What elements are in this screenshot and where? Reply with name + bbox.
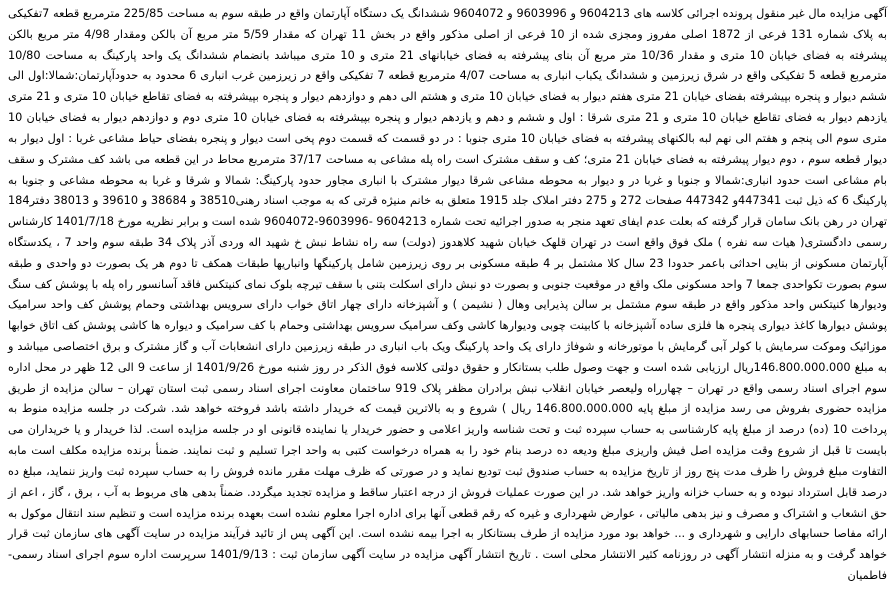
auction-notice-text: آگهی مزایده مال غیر منقول پرونده اجرائی کلاسه های 9604213 و 9603996 و 9604072 ششدانگ یک دستگاه آپارتمان واقع در طبقه سوم به مساحت 225/85 مترمربع قطعه 7تفکیکی به پلاک شماره 131 فرعی از 1872 اصلی مفروز ومجزی شده از 10 فرعی از اصلی مذکور واقع در بخش 11 تهران که مقدار 5/59 متر مربع آن بالکن ومقدار 4/98 متر مربع بالکن پیشرفته به فضای خیابان 10 متری و مقدار 10/36 متر مربع آن بنای پیشرفته به فضای خیابانهای 21 متری و 10 متری میباشد بانضمام ششدانگ یک واحد پارکینگ به مساحت 10/80 مترمربع قطعه 5 تفکیکی واقع در شرق زیرزمین و ششدانگ یکباب انباری به مساحت 4/07 مترمربع قطعه 7 تفکیکی واقع در زیرزمین غرب انباری 6 محدود به حدودآپارتمان:شمالا:اول الی ششم دیوار و پنجره بپیشرفته بفضای خیابان 21 متری هفتم دیوار به فضای خیابان 10 متری و هشتم الی دهم و دوازدهم دیوار و پنجره بپیشرفته به فضای تقاطع خیابان 10 متری و 21 متری یازدهم دیوار به فضای تقاطع خیابان 10 متری و 21 متری شرقا : اول و ششم و دهم و یازدهم دیوار و پنجره بپیشرفته به فضای خیابان 10 متری دوم و دوازدهم دیوار به فضای خیابان 10 متری سوم الی پنجم و هفتم الی نهم لبه بالکنهای پیشرفته به فضای خیابان 10 متری جنوبا : در دو قسمت که قسمت دوم پخی است دیوار و پنجره بفضای حیاط مشاعی غربا : اول دیوار به دیوار قطعه سوم ، دوم دیوار پیشرفته به فضای خیابان 21 متری؛ کف و سقف مشترک است راه پله مشاعی به مساحت 37/17 مترمربع محاط در این قطعه می باشد کف مشترک و سقف بام مشاعی است حدود انباری:شمالا و جنوبا و غربا در و دیوار به محوطه مشاعی شرقا دیوار مشترک با انباری مجاور حدود پارکینگ: شمالا و شرقا و غربا به محوطه مشاعی و جنوبا به پارکینگ 6 که ذیل ثبت 447341و 447342 صفحات 272 و 275 دفتر املاک جلد 1915 متعلق به خانم منیژه قرتی که به موجب اسناد رهنی38510 و 38684 و 39610 و 38013 دفتر184 تهران در رهن بانک سامان قرار گرفته که بعلت عدم ایفای تعهد منجر به صدور اجرائیه تحت شماره 9604213 -9603996-9604072 شده است و برابر نظریه مورخ 1401/7/18 کارشناس رسمی دادگستری( هیات سه نفره ) ملک فوق واقع است در تهران قلهک خیابان شهید کلاهدوز (دولت) سه راه نشاط نبش خ شهید اله وردی آذر پلاک 34 طبقه سوم واحد 7 ، یکدستگاه آپارتمان مسکونی از بنایی احداثی باعمر حدودا 23 سال کلا مشتمل بر 4 طبقه مسکونی بر روی زیرزمین شامل پارکینگها وانباریها طبقات همکف تا دوم هر یک بصورت دو واحدی و طبقه سوم بصورت تکواحدی جمعا 7 واحد مسکونی ملک واقع در موقعیت جنوبی و بصورت دو نبش دارای اسکلت بتنی با سقف تیرچه بلوک نمای کنیتکس فاقد آسانسور راه پله با پوشش کف سنگ ودیوارها کنیتکس واحد مذکور واقع در طبقه سوم مشتمل بر سالن پذیرایی وهال ( نشیمن ) و آشپزخانه دارای چهار اتاق خواب دارای سرویس بهداشتی وحمام پوشش کف واحد سرامیک پوشش دیوارها کاغذ دیواری پنجره ها فلزی ساده آشپزخانه با کابینت چوبی ودیوارها کاشی وکف سرامیک سرویس بهداشتی وحمام با کف سرامیک و دیواره ها کاشی پوشش کف اتاق خوابها موزائیک وموکت سرمایش با کولر آبی گرمایش با موتورخانه و شوفاژ دارای یک واحد پارکینگ ویک باب انباری در طبقه زیرزمین دارای انشعابات آب و گاز مشترک و برق اختصاصی میباشد و به مبلغ 146.800.000.000ریال ارزیابی شده است و جهت وصول طلب بستانکار و حقوق دولتی کلاسه فوق الذکر در روز شنبه مورخ 1401/9/26 از ساعت 9 الی 12 ظهر در محل اداره سوم اجرای اسناد رسمی واقع در تهران – چهارراه ولیعصر خیابان انقلاب نبش برادران مظفر پلاک 919 ساختمان معاونت اجرای اسناد رسمی ثبت استان تهران – سالن مزایده از طریق مزایده حضوری بفروش می رسد مزایده از مبلغ پایه 146.800.000.000 ریال ) شروع و به بالاترین قیمت که خریدار داشته باشد فروخته خواهد شد. شرکت در جلسه مزایده منوط به پرداخت 10 (ده) درصد از مبلغ پایه کارشناسی به حساب سپرده ثبت و تحت شناسه واریز اعلامی و حضور خریدار یا نماینده قانونی او در جلسه مزایده است. لذا خریدار و یا خریداران می بایست تا قبل از شروع وقت مزایده اصل فیش واریزی مبلغ ودیعه ده درصد بنام خود را به همراه درخواست کتبی به واحد اجرا تسلیم و ثبت نمایند. ضمنأ برنده مزایده مکلف است مابه التفاوت مبلغ فروش را ظرف مدت پنج روز از تاریخ مزایده به حساب صندوق ثبت تودیع نماید و در صورتی که ظرف مهلت مقرر مانده فروش را به حساب سپرده ثبت واریز ننماید، مبلغ ده درصد قابل استرداد نبوده و به حساب خزانه واریز خواهد شد. در این صورت عملیات فروش از درجه اعتبار ساقط و مزایده تجدید میگردد. ضمناً بدهی های مربوط به آب ، برق ، گاز ، اعم از حق انشعاب و اشتراک و مصرف و نیز بدهی مالیاتی ، عوارض شهرداری و غیره که رقم قطعی آنها برای اداره اجرا معلوم نشده است بعهده برنده مزایده است و تنظیم سند انتقال موکول به ارائه مفاصا حسابهای دارایی و شهرداری و ... خواهد بود مورد مزایده از طرف بستانکار به اجرا بیمه نشده است. این آگهی پس از تائید فرآیند مزایده در سایت آگهی های سازمان ثبت قرار خواهد گرفت و به منزله انتشار آگهی در روزنامه کثیر الانتشار محلی است . تاریخ انتشار آگهی مزایده در سایت آگهی سازمان ثبت : 1401/9/13 سرپرست اداره سوم اجرای اسناد رسمی- فاطمیان bbox=[8, 7, 888, 582]
